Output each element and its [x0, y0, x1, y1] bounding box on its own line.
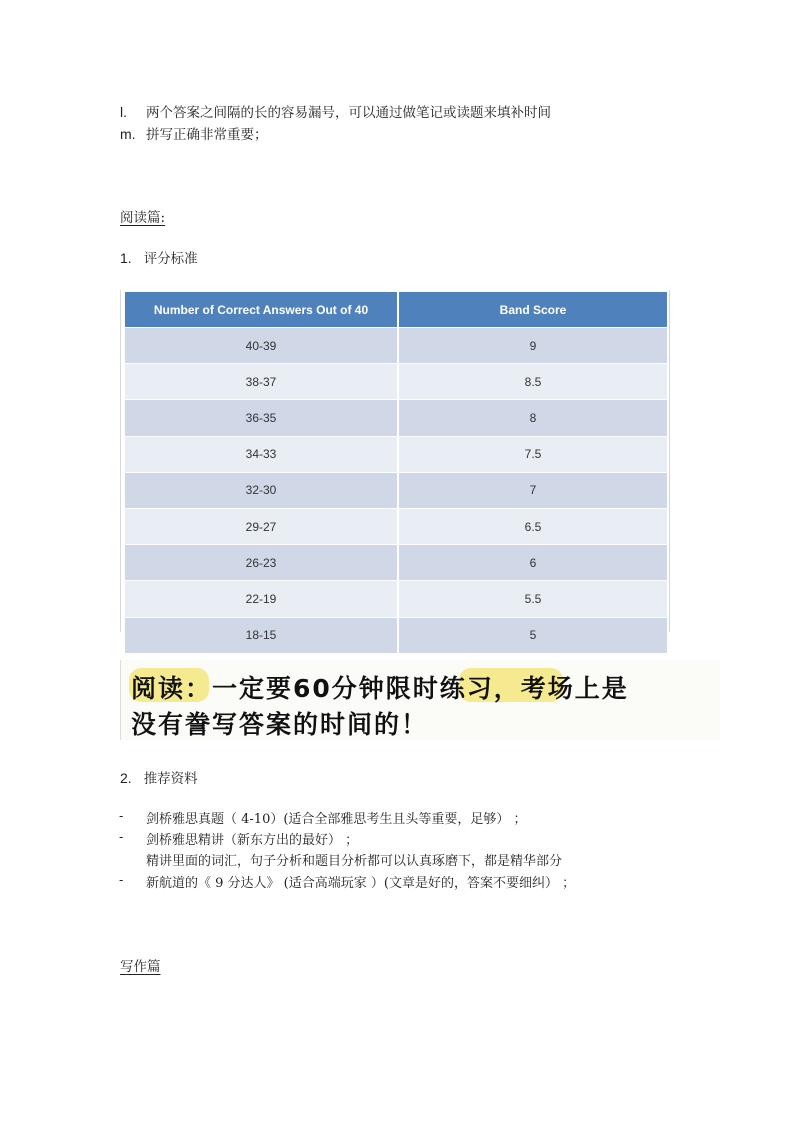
- correct-answers-cell: 32-30: [125, 472, 398, 508]
- table-row: [125, 364, 667, 400]
- table-row: [125, 328, 667, 364]
- band-score-cell: 5.5: [398, 581, 667, 617]
- band-score-cell: 8: [398, 400, 667, 436]
- writing-heading: 写作篇: [120, 959, 161, 975]
- handwritten-text: ：一定要60分钟限时练习，考场上是: [185, 674, 629, 703]
- table-row: [125, 436, 667, 472]
- reading-heading: 阅读篇:: [120, 210, 166, 226]
- section-number: 1.: [120, 250, 132, 266]
- handwritten-note-banner: [120, 660, 720, 740]
- tip-l: [120, 101, 551, 121]
- band-score-cell: 5: [398, 617, 667, 653]
- band-score-cell: 6: [398, 545, 667, 581]
- bullet-dash: -: [119, 808, 124, 823]
- correct-answers-cell: 26-23: [125, 545, 398, 581]
- material-note: [146, 850, 562, 869]
- tip-marker: l.: [120, 104, 127, 120]
- section-number: 2.: [120, 770, 132, 786]
- band-score-cell: 6.5: [398, 508, 667, 544]
- table-header-row: [125, 292, 667, 328]
- tip-m: [120, 123, 268, 143]
- band-score-table-container: [120, 290, 670, 643]
- bullet-dash: -: [119, 872, 124, 887]
- table-row: [125, 508, 667, 544]
- table-body: [125, 328, 667, 653]
- correct-answers-cell: 34-33: [125, 436, 398, 472]
- section-title: 推荐资料: [143, 771, 198, 787]
- band-score-cell: 9: [398, 328, 667, 364]
- material-item: [119, 829, 359, 848]
- section-materials: [120, 767, 198, 787]
- table-row: [125, 581, 667, 617]
- band-score-cell: 8.5: [398, 364, 667, 400]
- table-row: [125, 400, 667, 436]
- section-scoring: [120, 247, 198, 267]
- tip-text: 两个答案之间隔的长的容易漏号，可以通过做笔记或读题来填补时间: [146, 105, 551, 121]
- correct-answers-cell: 18-15: [125, 617, 398, 653]
- handwritten-line-1: [131, 669, 629, 705]
- correct-answers-cell: 40-39: [125, 328, 398, 364]
- tip-text: 拼写正确非常重要；: [146, 127, 268, 143]
- correct-answers-cell: 29-27: [125, 508, 398, 544]
- material-text: 剑桥雅思精讲（新东方出的最好） ；: [146, 833, 359, 848]
- material-text: 新航道的《 9 分达人》 (适合高端玩家 ）(文章是好的，答案不要细纠） ；: [146, 876, 576, 891]
- section-title: 评分标准: [143, 251, 198, 267]
- bullet-dash: -: [119, 829, 124, 844]
- table-row: [125, 472, 667, 508]
- material-item: [119, 872, 576, 891]
- material-text: 剑桥雅思真题（ 4-10）(适合全部雅思考生且头等重要，足够） ；: [146, 812, 527, 827]
- material-item: [119, 808, 527, 827]
- correct-answers-cell: 36-35: [125, 400, 398, 436]
- handwritten-highlight-word: 阅读: [131, 674, 186, 703]
- header-correct-answers: Number of Correct Answers Out of 40: [125, 292, 398, 328]
- header-band-score: Band Score: [398, 292, 667, 328]
- handwritten-line-2: 没有誊写答案的时间的！: [131, 710, 429, 739]
- table-row: [125, 545, 667, 581]
- band-score-cell: 7: [398, 472, 667, 508]
- tip-marker: m.: [120, 126, 136, 142]
- correct-answers-cell: 38-37: [125, 364, 398, 400]
- band-score-table: [125, 292, 667, 653]
- material-text: 精讲里面的词汇，句子分析和题目分析都可以认真琢磨下，都是精华部分: [146, 854, 563, 869]
- correct-answers-cell: 22-19: [125, 581, 398, 617]
- table-row: [125, 617, 667, 653]
- band-score-cell: 7.5: [398, 436, 667, 472]
